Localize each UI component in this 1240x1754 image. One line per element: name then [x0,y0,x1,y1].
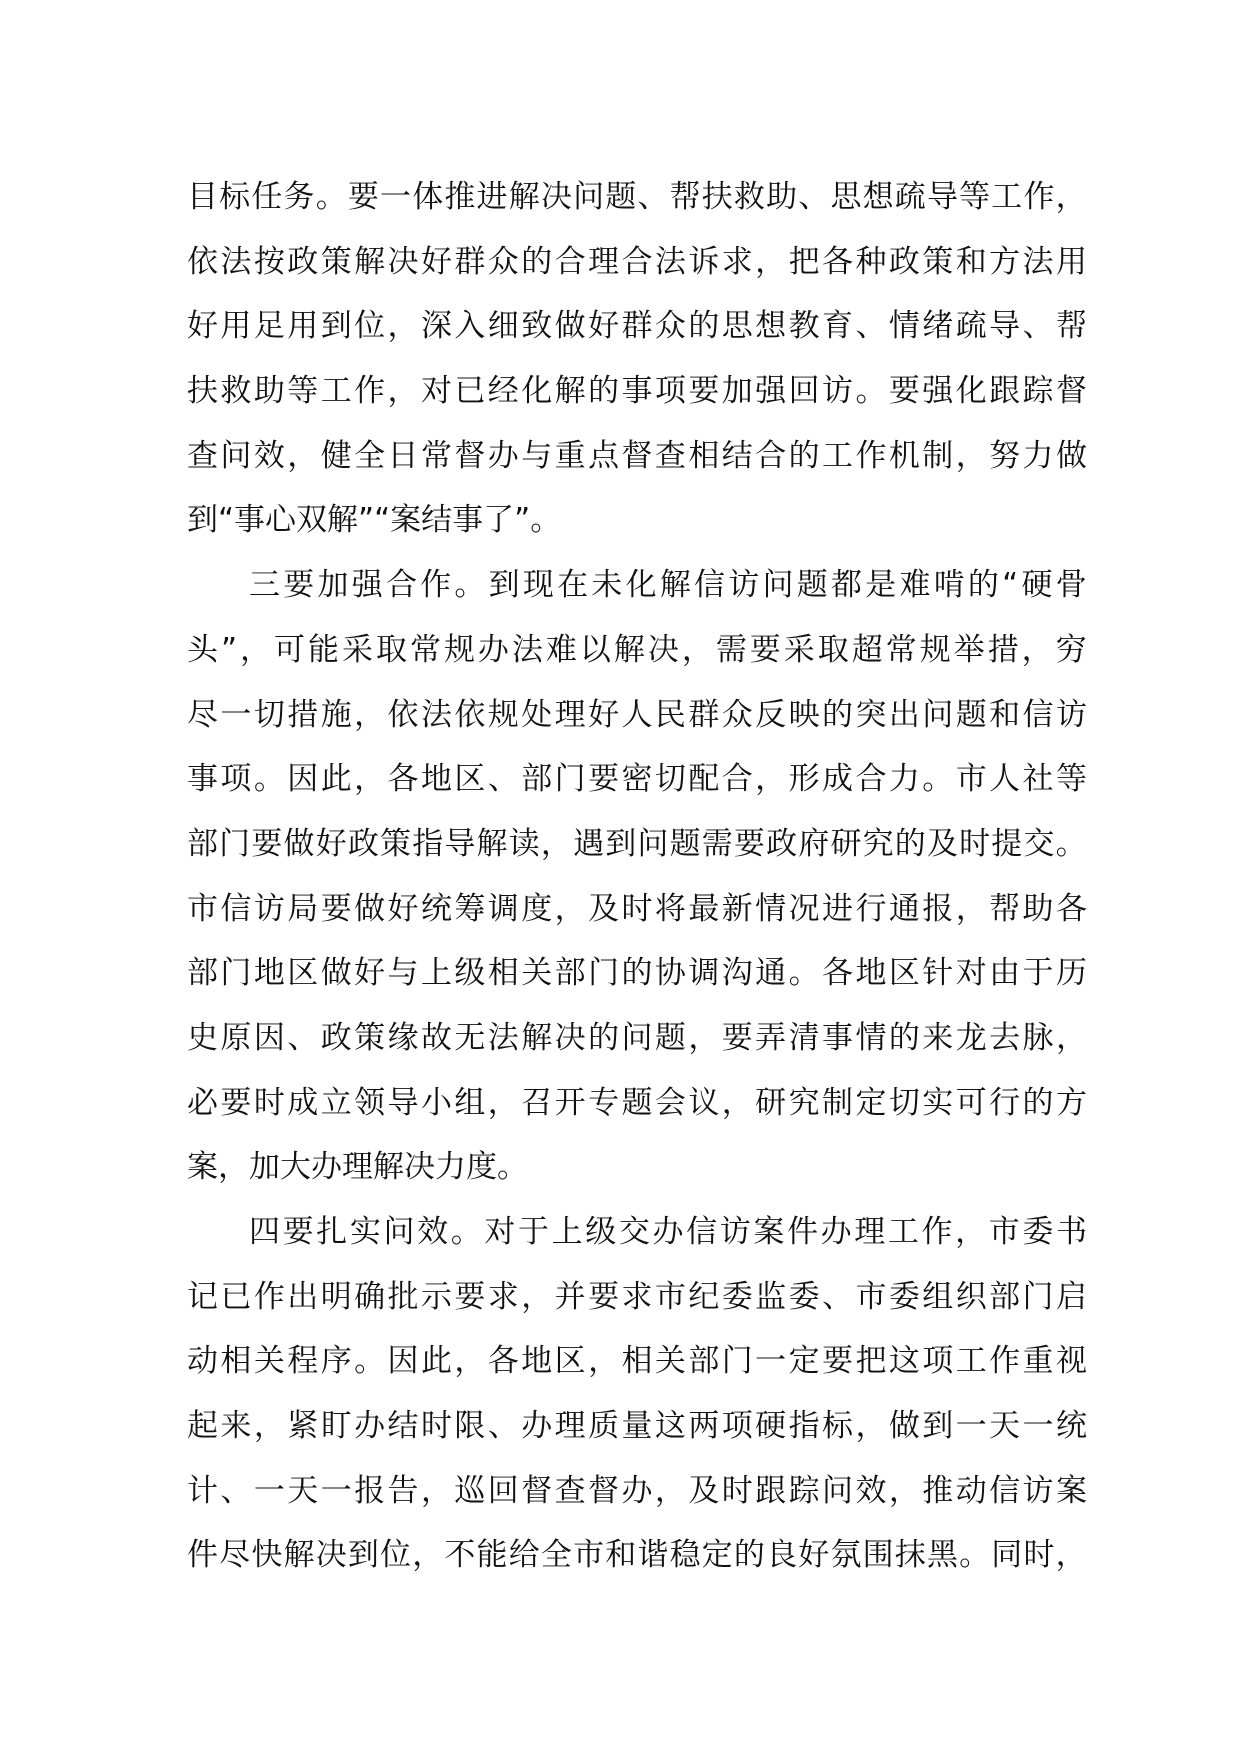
text-line: 动 相 关 程 序 。 因 此 ， 各 地 区 ， 相 关 部 门 一 定 要 把 这 项 工 作 重 视 [187,1343,1087,1380]
text-line: 部 门 要 做 好 政 策 指 导 解 读 ， 遇 到 问 题 需 要 政 府 研 究 的 及 时 提 交 。 [187,825,1087,862]
text-line: 市 信 访 局 要 做 好 统 筹 调 度 ， 及 时 将 最 新 情 况 进 行 通 报 ， 帮 助 各 [187,890,1087,927]
text-line: 四 要 扎 实 问 效 。 对 于 上 级 交 办 信 访 案 件 办 理 工 作 ， 市 委 书 [249,1214,1087,1250]
text-line: 扶 救 助 等 工 作 ， 对 已 经 化 解 的 事 项 要 加 强 回 访 。 要 强 化 跟 踪 督 [187,373,1087,410]
text-line: 好 用 足 用 到 位 ， 深 入 细 致 做 好 群 众 的 思 想 教 育 、 情 绪 疏 导 、 帮 [187,308,1087,345]
text-line: 史 原 因 、 政 策 缘 故 无 法 解 决 的 问 题 ， 要 弄 清 事 情 的 来 龙 去 脉 ， [187,1019,1087,1056]
text-line: 查 问 效 ， 健 全 日 常 督 办 与 重 点 督 查 相 结 合 的 工 作 机 制 ， 努 力 做 [187,437,1087,474]
text-line: 案，加大办理解决力度。 [187,1149,528,1186]
text-line: 部 门 地 区 做 好 与 上 级 相 关 部 门 的 协 调 沟 通 。 各 地 区 针 对 由 于 历 [187,955,1087,992]
text-line: 计 、 一 天 一 报 告 ， 巡 回 督 查 督 办 ， 及 时 跟 踪 问 效 ， 推 动 信 访 案 [187,1472,1087,1509]
text-line: 记 已 作 出 明 确 批 示 要 求 ， 并 要 求 市 纪 委 监 委 、 市 委 组 织 部 门 启 [187,1278,1087,1315]
text-line: 事 项 。 因 此 ， 各 地 区 、 部 门 要 密 切 配 合 ， 形 成 合 力 。 市 人 社 等 [187,761,1087,798]
text-line: 三 要 加 强 合 作 。 到 现 在 未 化 解 信 访 问 题 都 是 难 啃 的 “ 硬 骨 [249,567,1087,604]
body-text [187,165,1087,1588]
text-line: 头 ” ， 可 能 采 取 常 规 办 法 难 以 解 决 ， 需 要 采 取 超 常 规 举 措 ， 穷 [187,631,1087,668]
text-line: 目 标 任 务 。 要 一 体 推 进 解 决 问 题 、 帮 扶 救 助 、 思 想 疏 导 等 工 作 ， [187,179,1087,215]
text-line: 必 要 时 成 立 领 导 小 组 ， 召 开 专 题 会 议 ， 研 究 制 定 切 实 可 行 的 方 [187,1084,1087,1121]
text-line: 依 法 按 政 策 解 决 好 群 众 的 合 理 合 法 诉 求 ， 把 各 种 政 策 和 方 法 用 [187,243,1087,280]
text-line: 起 来 ， 紧 盯 办 结 时 限 、 办 理 质 量 这 两 项 硬 指 标 ， 做 到 一 天 一 统 [187,1408,1087,1445]
text-line: 到“事心双解”“案结事了”。 [187,502,562,539]
text-line: 件 尽 快 解 决 到 位 ， 不 能 给 全 市 和 谐 稳 定 的 良 好 氛 围 抹 黑 。 同 时 ， [187,1537,1087,1574]
text-line: 尽 一 切 措 施 ， 依 法 依 规 处 理 好 人 民 群 众 反 映 的 突 出 问 题 和 信 访 [187,696,1087,733]
